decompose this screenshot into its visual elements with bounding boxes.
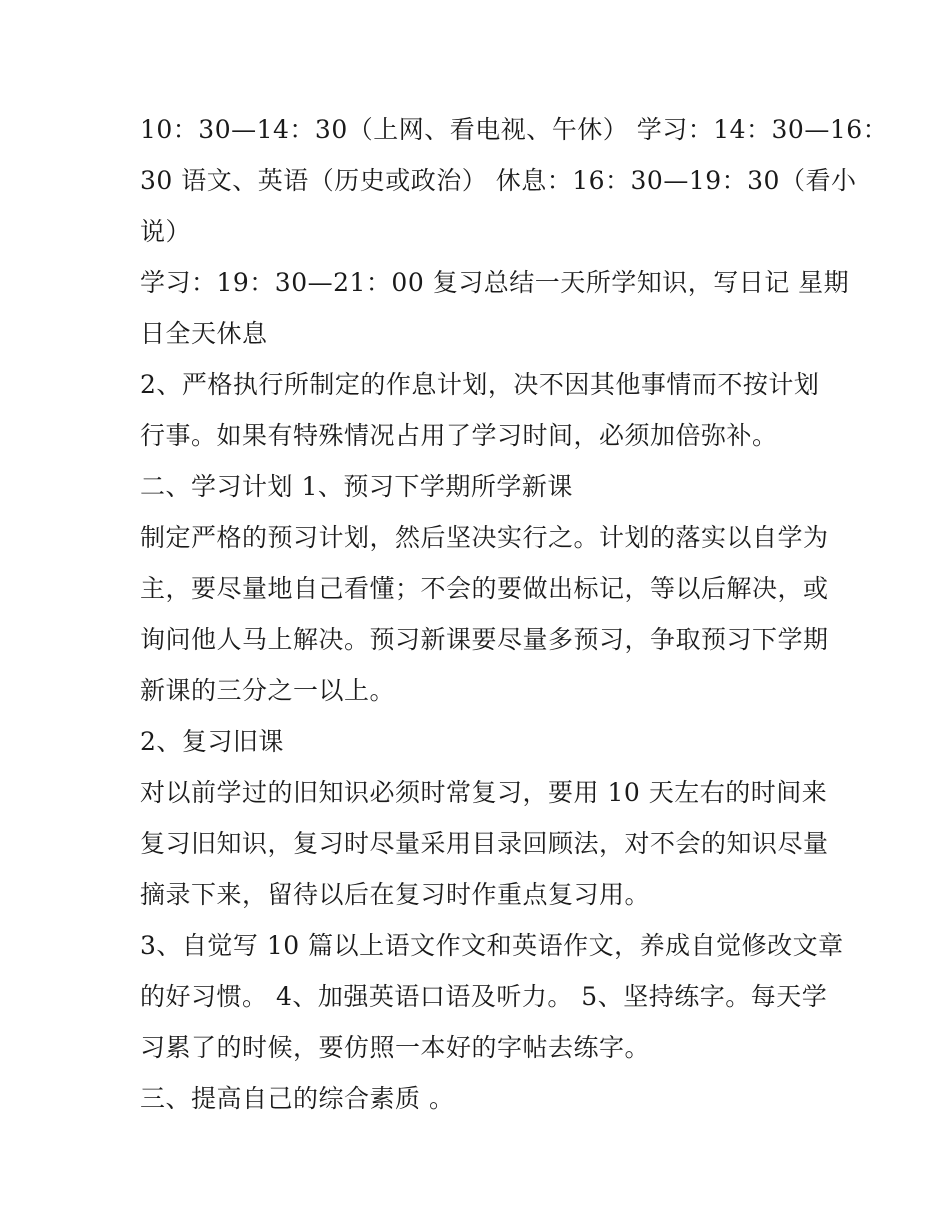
document-body — [140, 110, 889, 1130]
text-line: 主，要尽量地自己看懂；不会的要做出标记，等以后解决，或 — [140, 574, 829, 603]
text-line: 制定严格的预习计划，然后坚决实行之。计划的落实以自学为 — [140, 523, 829, 552]
text-line: 的好习惯。 4、加强英语口语及听力。 5、坚持练字。每天学 — [140, 982, 828, 1011]
text-line: 对以前学过的旧知识必须时常复习，要用 10 天左右的时间来 — [140, 778, 828, 807]
text-line: 2、复习旧课 — [140, 727, 284, 756]
text-line: 行事。如果有特殊情况占用了学习时间，必须加倍弥补。 — [140, 421, 778, 450]
text-line: 三、提高自己的综合素质 。 — [140, 1084, 455, 1113]
text-line: 2、严格执行所制定的作息计划，决不因其他事情而不按计划 — [140, 370, 820, 399]
text-line: 说） — [140, 217, 192, 246]
text-line: 习累了的时候，要仿照一本好的字帖去练字。 — [140, 1033, 651, 1062]
text-line: 询问他人马上解决。预习新课要尽量多预习，争取预习下学期 — [140, 625, 829, 654]
text-line: 学习：19：30—21：00 复习总结一天所学知识，写日记 星期 — [140, 268, 850, 297]
text-line: 新课的三分之一以上。 — [140, 676, 396, 705]
text-line: 摘录下来，留待以后在复习时作重点复习用。 — [140, 880, 651, 909]
text-line: 10：30—14：30（上网、看电视、午休） 学习：14：30—16： — [140, 115, 889, 144]
text-line: 复习旧知识，复习时尽量采用目录回顾法，对不会的知识尽量 — [140, 829, 829, 858]
text-line: 30 语文、英语（历史或政治） 休息：16：30—19：30（看小 — [140, 166, 857, 195]
text-line: 3、自觉写 10 篇以上语文作文和英语作文，养成自觉修改文章 — [140, 931, 844, 960]
text-line: 二、学习计划 1、预习下学期所学新课 — [140, 472, 573, 501]
text-line: 日全天休息 — [140, 319, 268, 348]
